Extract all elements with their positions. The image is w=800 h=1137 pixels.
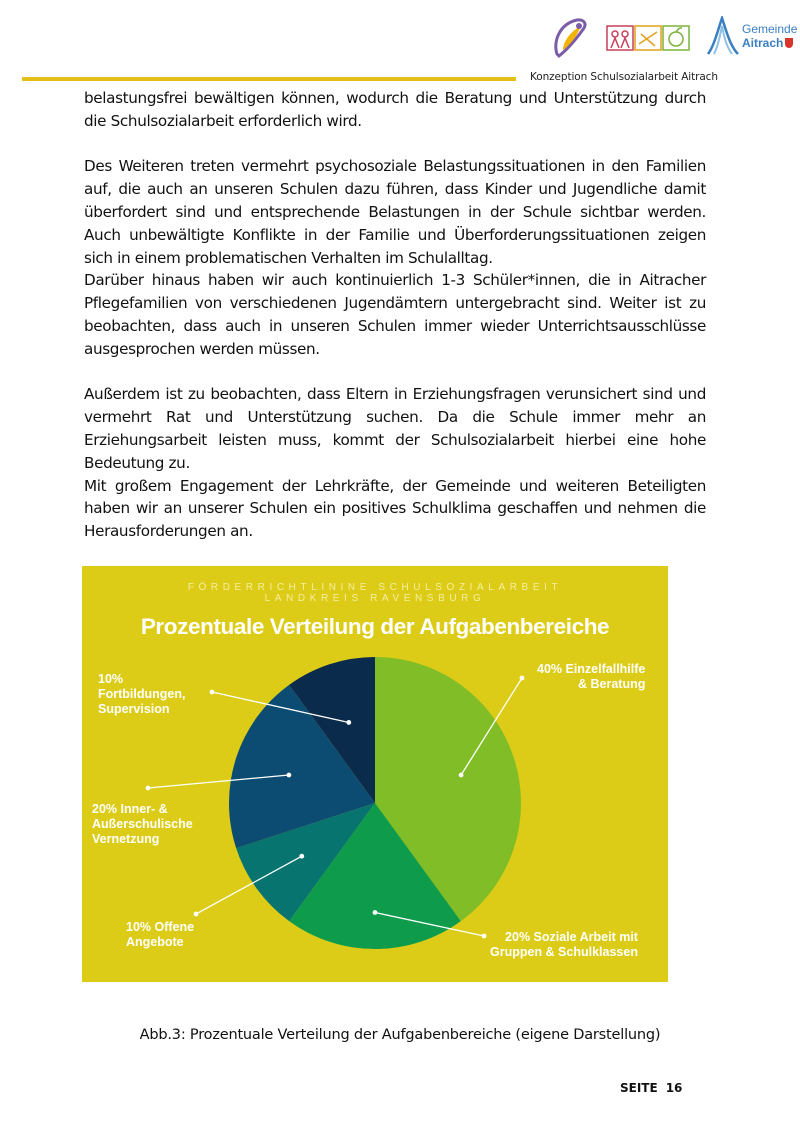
slice-label-einzelfallhilfe (537, 662, 645, 692)
figure-subtitle-1: FÖRDERRICHTLININE SCHULSOZIALARBEIT (187, 582, 563, 593)
slice-fortbildungen-label-line: Fortbildungen, (98, 687, 186, 701)
paragraph-1: belastungsfrei bewältigen können, wodurch die Beratung und Unterstützung durch die Schulsozialarbeit erforderlich wird. (84, 89, 706, 130)
logo-text-gemeinde: Gemeinde (742, 22, 798, 36)
slice-fortbildungen-label-line: 10% (98, 672, 124, 686)
slice-einzelfallhilfe-leader-dot-inner (459, 773, 464, 778)
slice-offene-angebote-label-line: Angebote (126, 935, 184, 949)
logo-text-aitrach: Aitrach (742, 36, 797, 50)
family-pictogram-logo (605, 22, 691, 54)
paragraph-3: Darüber hinaus haben wir auch kontinuierlich 1-3 Schüler*innen, die in Aitracher Pflegefamilien von verschiedenen Jugendämtern untergebracht sind. Weiter ist zu beobachten, dass auch in unseren Schulen immer wieder Unterrichtsausschlüsse ausgesprochen werden müssen. (84, 271, 706, 358)
slice-einzelfallhilfe-leader-dot-outer (520, 676, 525, 681)
slice-fortbildungen-leader-dot-outer (210, 690, 215, 695)
slice-einzelfallhilfe-label-line: & Beratung (578, 677, 646, 691)
body-text (84, 87, 706, 543)
slice-soziale-arbeit-label-line: 20% Soziale Arbeit mit (505, 930, 638, 944)
running-title: Konzeption Schulsozialarbeit Aitrach (530, 71, 718, 83)
paragraph-4: Außerdem ist zu beobachten, dass Eltern in Erziehungsfragen verunsichert sind und vermehrt Rat und Unterstützung suchen. Da die Schule immer mehr an Erziehungsarbeit leisten muss, kommt der Schulsozialarbeit hierbei eine hohe Bedeutung zu. (84, 385, 706, 472)
slice-soziale-arbeit-label-line: Gruppen & Schulklassen (490, 945, 638, 959)
figure-caption: Abb.3: Prozentuale Verteilung der Aufgabenbereiche (eigene Darstellung) (139, 1027, 661, 1043)
header-rule (22, 77, 516, 81)
slice-offene-angebote-label-line: 10% Offene (126, 920, 195, 934)
slice-label-soziale-arbeit (490, 930, 638, 960)
figure-subtitle-2: LANDKREIS RAVENSBURG (264, 593, 486, 604)
chart-title: Prozentuale Verteilung der Aufgabenbereiche (140, 614, 610, 639)
slice-offene-angebote-leader-dot-outer (194, 912, 199, 917)
slice-vernetzung-leader-dot-inner (287, 773, 292, 778)
paragraph-5: Mit großem Engagement der Lehrkräfte, der Gemeinde und weiteren Beteiligten haben wir an unserer Schulen ein positives Schulklima geschaffen und nehmen die Herausforderungen an. (84, 476, 706, 541)
slice-vernetzung-label-line: Außerschulische (92, 817, 193, 831)
coat-of-arms-icon (785, 38, 793, 48)
school-logo (547, 14, 591, 62)
slice-vernetzung-leader-dot-outer (146, 786, 151, 791)
slice-vernetzung-label-line: 20% Inner- & (92, 802, 168, 816)
slice-soziale-arbeit-leader-dot-inner (373, 910, 378, 915)
slice-einzelfallhilfe-label-line: 40% Einzelfallhilfe (537, 662, 646, 676)
slice-soziale-arbeit-leader-dot-outer (482, 934, 487, 939)
paragraph-2: Des Weiteren treten vermehrt psychosoziale Belastungssituationen in den Familien auf, die auch an unseren Schulen dazu führen, dass Kinder und Jugendliche damit überfordert sind und entsprechende Belastungen in der Schule sichtbar werden. Auch unbewältigte Konflikte in der Familie und Überforderungssituationen zeigen sich in einem problematischen Verhalten im Schulalltag. (84, 157, 706, 267)
slice-fortbildungen-label-line: Supervision (98, 702, 170, 716)
slice-label-offene-angebote (126, 920, 194, 950)
slice-label-vernetzung (92, 802, 193, 847)
gemeinde-aitrach-logo (706, 16, 796, 56)
slice-vernetzung-label-line: Vernetzung (92, 832, 160, 846)
page-number: SEITE 16 (620, 1081, 683, 1095)
slice-fortbildungen-leader-dot-inner (346, 720, 351, 725)
slice-label-fortbildungen (98, 672, 185, 717)
pie-chart-figure (82, 566, 668, 982)
slice-offene-angebote-leader-dot-inner (299, 854, 304, 859)
